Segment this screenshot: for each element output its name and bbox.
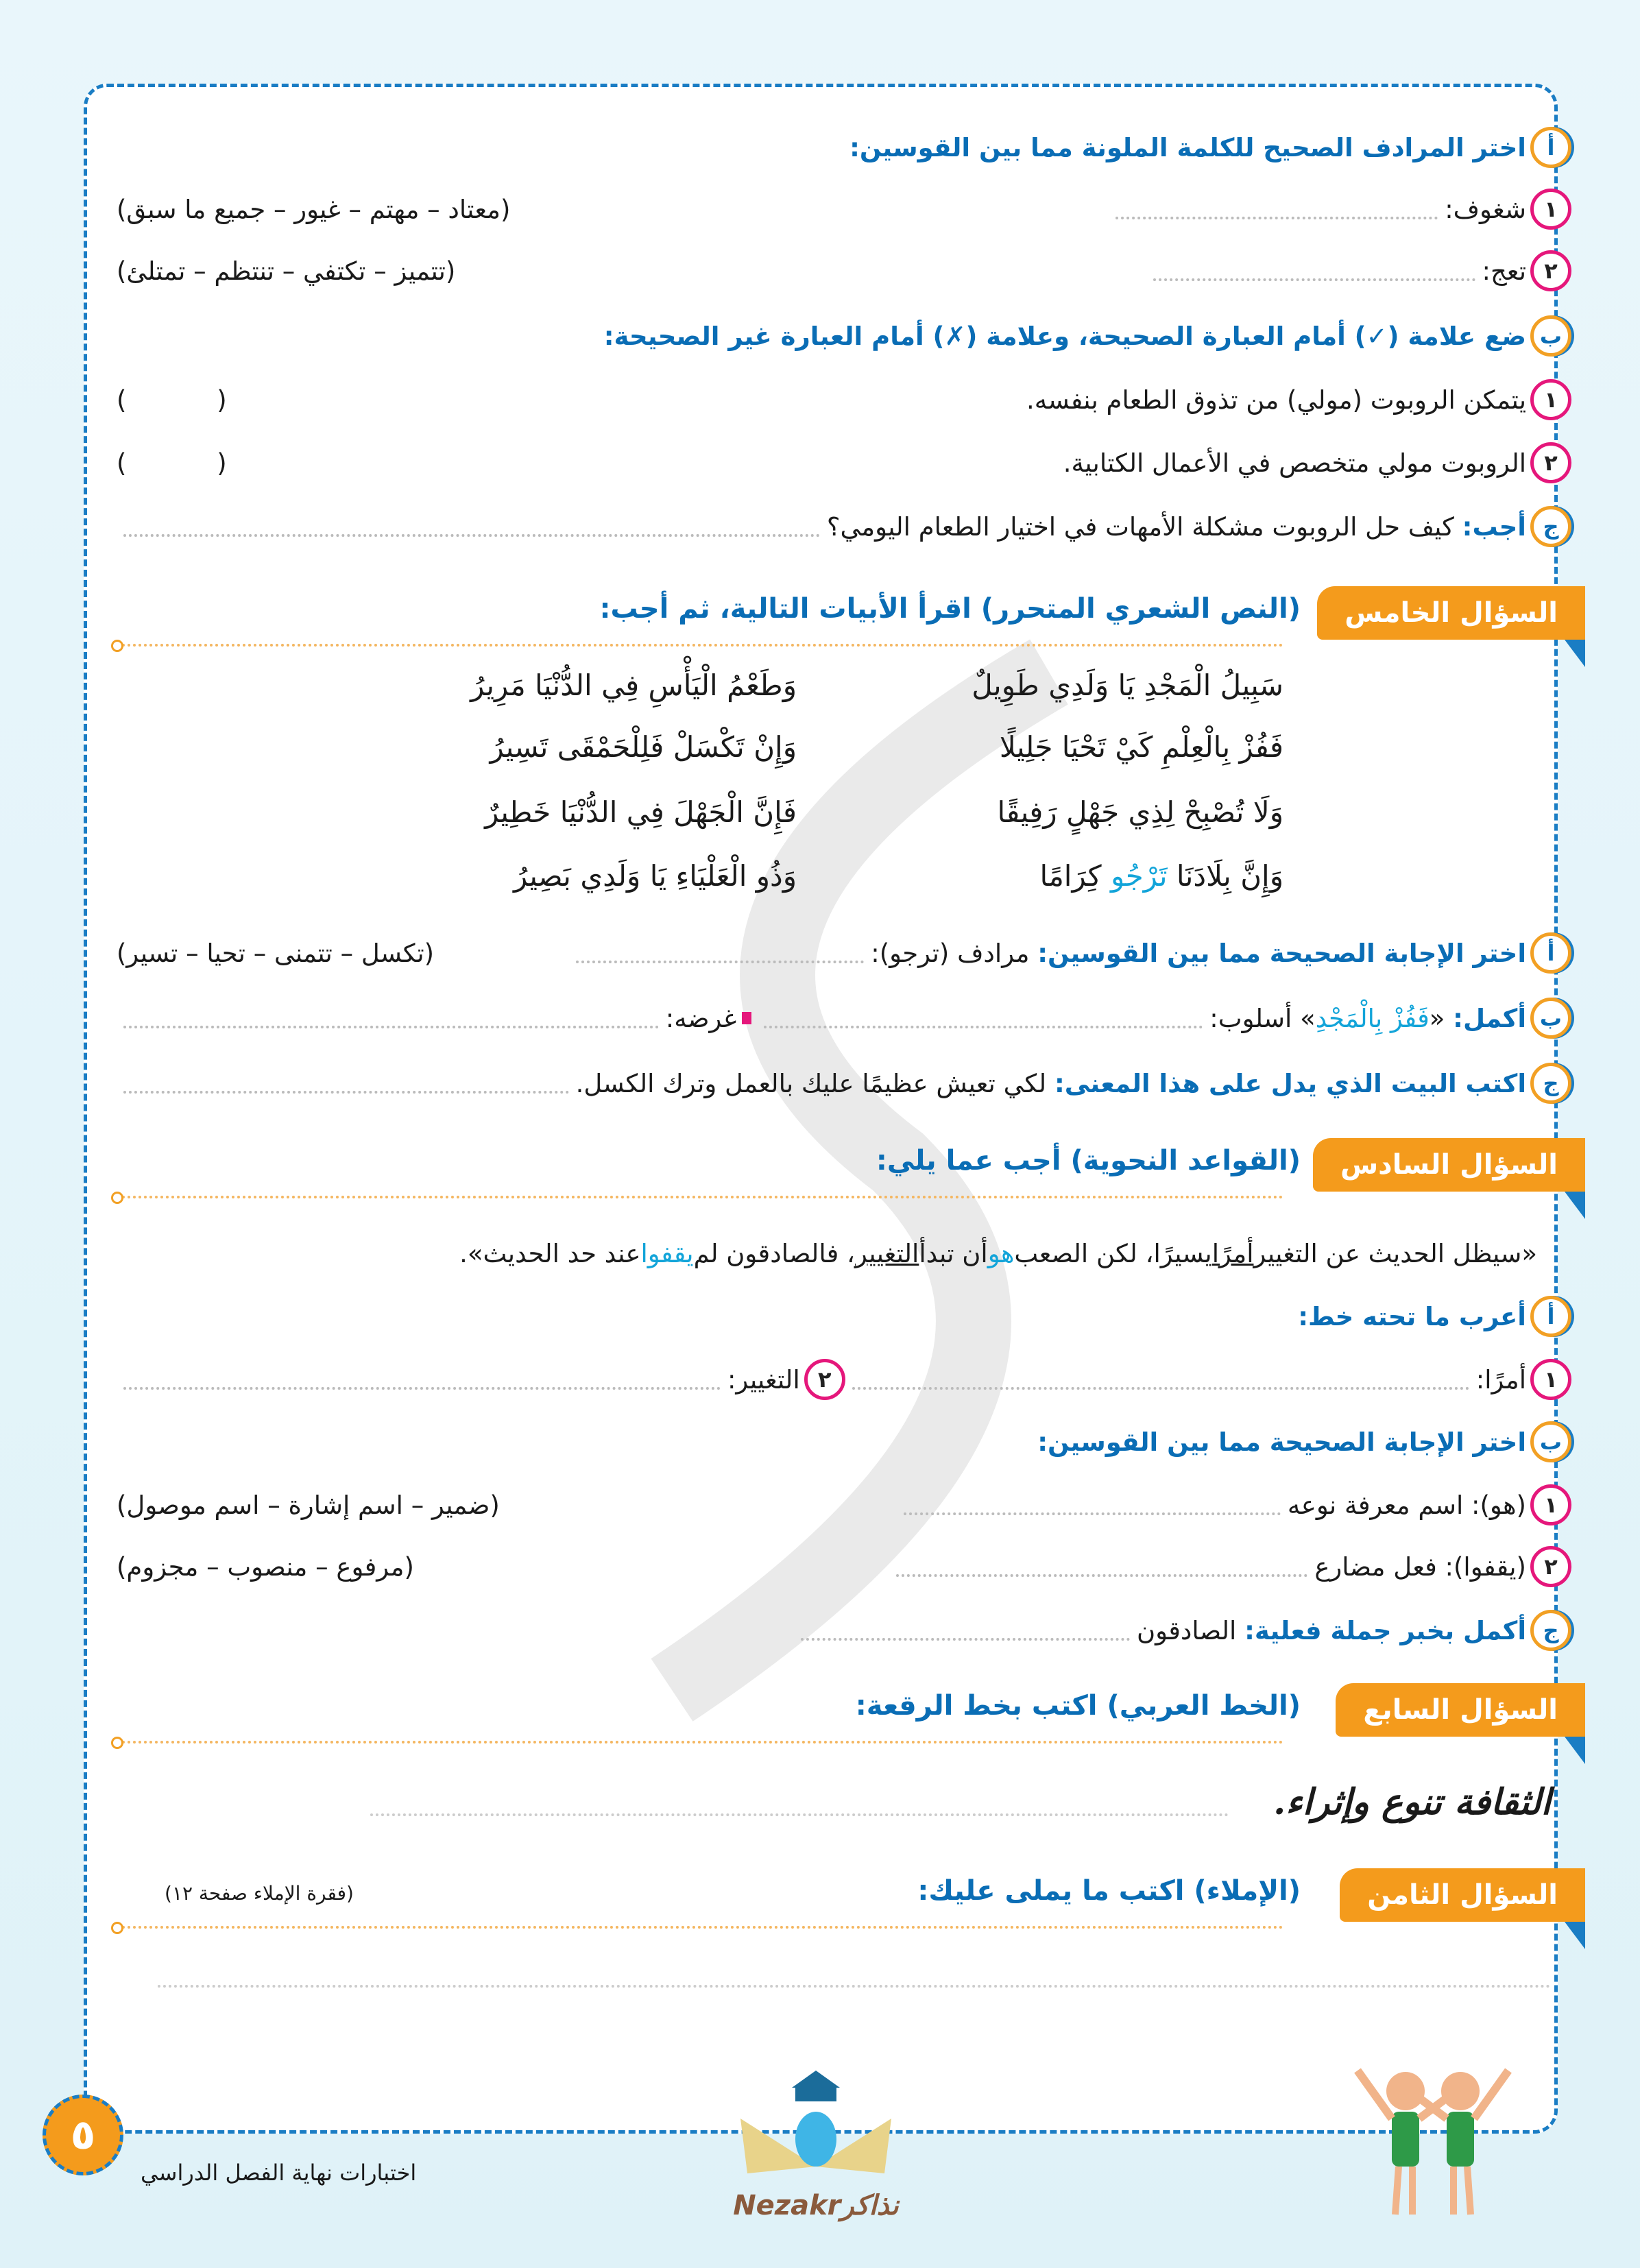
number-badge: ٢	[1530, 442, 1571, 483]
answer-line[interactable]	[123, 1369, 721, 1390]
question: (هو): اسم معرفة نوعه	[1287, 1490, 1526, 1520]
number-badge: ١	[1530, 1484, 1571, 1525]
answer-line[interactable]	[896, 1556, 1307, 1577]
verse-second: وَطَعْمُ الْيَأْسِ فِي الدُّنْيَا مَرِيرُ	[470, 668, 797, 702]
verse-first: فَفُزْ بِالْعِلْمِ كَيْ تَحْيَا جَلِيلًا	[999, 730, 1283, 764]
answer-line[interactable]	[123, 1008, 659, 1028]
options: (ضمير – اسم إشارة – اسم موصول)	[117, 1490, 500, 1520]
choice-item	[117, 1543, 1571, 1591]
verse-part: كِرَامًا	[1039, 859, 1102, 893]
text: ، فالصادقون لم	[693, 1238, 855, 1268]
answer-line[interactable]	[576, 943, 864, 963]
label: اكتب البيت الذي يدل على هذا المعنى:	[1054, 1068, 1526, 1098]
highlighted-word: تَرْجُو	[1111, 859, 1168, 893]
q6-b-heading	[117, 1418, 1571, 1466]
verse-first	[1040, 859, 1283, 893]
bullet	[742, 1012, 751, 1024]
letter-badge: أ	[1530, 932, 1571, 974]
divider	[117, 644, 1283, 647]
q5-b	[117, 994, 1571, 1042]
logo-text-ar: نذاكر	[841, 2190, 899, 2221]
options: (تتميز – تكتفي – تنتظم – تمتلئ)	[117, 256, 456, 286]
q8-banner	[117, 1868, 1571, 1930]
letter-badge: ج	[1530, 1063, 1571, 1104]
series-title: اختبارات نهاية الفصل الدراسي	[141, 2160, 417, 2186]
number-badge: ٢	[1530, 1546, 1571, 1587]
text: عند حد الحديث».	[459, 1238, 641, 1268]
grammar-sentence	[117, 1229, 1537, 1277]
writing-line[interactable]	[158, 1985, 1551, 1988]
question-tab: السؤال الثامن	[1340, 1868, 1585, 1922]
divider	[117, 1926, 1283, 1929]
answer-line[interactable]	[801, 1620, 1130, 1641]
q5-a	[117, 929, 1571, 977]
question-title: (الإملاء) اكتب ما يملى عليك:	[917, 1875, 1301, 1907]
tab-fold	[1565, 1192, 1585, 1219]
letter-badge: ب	[1530, 998, 1571, 1039]
letter-badge: ب	[1530, 1421, 1571, 1462]
number-badge: ١	[1530, 1359, 1571, 1400]
writing-line[interactable]	[370, 1813, 1229, 1816]
question-title: (الخط العربي) اكتب بخط الرقعة:	[855, 1690, 1301, 1722]
statement: الروبوت مولي متخصص في الأعمال الكتابية.	[1063, 448, 1526, 478]
choice-item	[117, 1481, 1571, 1529]
highlighted-word: هو	[987, 1238, 1015, 1268]
parse-items	[117, 1355, 1571, 1403]
true-false-item	[117, 439, 1571, 487]
letter-badge: ج	[1530, 506, 1571, 547]
options: (مرفوع – منصوب – مجزوم)	[117, 1552, 414, 1582]
instruction: ضع علامة (✓) أمام العبارة الصحيحة، وعلامة (✗) أمام العبارة غير الصحيحة:	[603, 321, 1526, 351]
answer-line[interactable]	[904, 1495, 1281, 1515]
q5-c	[117, 1059, 1571, 1107]
q6-c	[117, 1606, 1571, 1654]
logo-text-en: Nezakr	[733, 2190, 841, 2221]
underlined-word: أمرًا	[1211, 1238, 1254, 1268]
answer-line[interactable]	[123, 516, 820, 537]
dictation-note: (فقرة الإملاء صفحة ١٢)	[165, 1882, 354, 1905]
verse-part: وَإِنَّ بِلَادَنَا	[1176, 859, 1283, 893]
letter-badge: ج	[1530, 1610, 1571, 1651]
answer-line[interactable]	[852, 1369, 1469, 1390]
question-title: (النص الشعري المتحرر) اقرأ الأبيات التالية، ثم أجب:	[599, 593, 1301, 625]
question-tab: السؤال السادس	[1313, 1138, 1585, 1192]
text: يسيرًا، لكن الصعب	[1014, 1238, 1212, 1268]
quote-mark: »	[1300, 1003, 1316, 1033]
word: تعج:	[1482, 256, 1526, 286]
calligraphy-sample: الثقافة تنوع وإثراء.	[1273, 1781, 1551, 1823]
options: (معتاد – مهتم – غيور – جميع ما سبق)	[117, 194, 511, 224]
q6-a-heading	[117, 1292, 1571, 1340]
tab-fold	[1565, 1737, 1585, 1764]
q4-c	[117, 503, 1571, 551]
answer-parens[interactable]: ( )	[117, 385, 268, 415]
style-label: أسلوب:	[1209, 1003, 1292, 1033]
quote-mark: «	[1429, 1003, 1445, 1033]
answer-parens[interactable]: ( )	[117, 448, 268, 478]
letter-badge: أ	[1530, 127, 1571, 168]
quoted-phrase: فَفُزْ بِالْمَجْدِ	[1315, 1003, 1430, 1033]
page-number: ٥	[43, 2095, 123, 2175]
word: شغوف:	[1445, 194, 1526, 224]
answer-line[interactable]	[1153, 261, 1475, 281]
number-badge: ١	[1530, 189, 1571, 230]
label: اختر الإجابة الصحيحة مما بين القوسين:	[1037, 1427, 1526, 1457]
verse-second: فَإِنَّ الْجَهْلَ فِي الدُّنْيَا خَطِيرٌ	[485, 795, 797, 829]
tab-fold	[1565, 1922, 1585, 1949]
number-badge: ٢	[1530, 250, 1571, 291]
text: أن تبدأ	[919, 1238, 988, 1268]
divider	[117, 1741, 1283, 1744]
question: (يقفوا): فعل مضارع	[1314, 1552, 1526, 1582]
word: التغيير:	[727, 1364, 800, 1395]
purpose-label: غرضه:	[665, 1003, 737, 1033]
verse-first: وَلَا تُصْبِحْ لِذِي جَهْلٍ رَفِيقًا	[997, 795, 1283, 829]
question: كيف حل الروبوت مشكلة الأمهات في اختيار الطعام اليومي؟	[826, 511, 1454, 542]
label: أجب:	[1462, 511, 1526, 542]
number-badge: ٢	[804, 1359, 845, 1400]
q5-banner	[117, 586, 1571, 648]
nezakr-logo	[720, 2071, 912, 2235]
divider	[117, 1196, 1283, 1198]
q6-banner	[117, 1138, 1571, 1200]
number-badge: ١	[1530, 379, 1571, 420]
question: مرادف (ترجو):	[871, 938, 1030, 968]
label: اختر الإجابة الصحيحة مما بين القوسين:	[1037, 938, 1526, 968]
synonym-item	[117, 185, 1571, 233]
instruction: اختر المرادف الصحيح للكلمة الملونة مما بين القوسين:	[849, 132, 1526, 162]
letter-badge: أ	[1530, 1296, 1571, 1337]
word: أمرًا:	[1475, 1364, 1526, 1395]
kids-illustration	[1344, 2057, 1522, 2221]
tab-fold	[1565, 640, 1585, 667]
synonym-item	[117, 247, 1571, 295]
answer-line[interactable]	[123, 1073, 569, 1094]
meaning: لكي تعيش عظيمًا عليك بالعمل وترك الكسل.	[575, 1068, 1047, 1098]
statement: يتمكن الروبوت (مولي) من تذوق الطعام بنفسه.	[1026, 385, 1526, 415]
question-tab: السؤال السابع	[1336, 1683, 1585, 1737]
question-tab: السؤال الخامس	[1317, 586, 1585, 640]
question-title: (القواعد النحوية) أجب عما يلي:	[876, 1145, 1301, 1177]
q4-a-heading	[117, 123, 1571, 171]
label: أكمل بخبر جملة فعلية:	[1244, 1615, 1526, 1645]
verse-first: سَبِيلُ الْمَجْدِ يَا وَلَدِي طَوِيلٌ	[972, 668, 1283, 702]
highlighted-word: يقفوا	[640, 1238, 694, 1268]
letter-badge: ب	[1530, 315, 1571, 357]
q4-b-heading	[117, 312, 1571, 360]
book-cap-icon	[720, 2071, 912, 2187]
options: (تكسل – تتمنى – تحيا – تسير)	[117, 938, 435, 968]
text: «سيظل الحديث عن التغيير	[1253, 1238, 1537, 1268]
subject: الصادقون	[1136, 1615, 1237, 1645]
answer-line[interactable]	[764, 1008, 1203, 1028]
true-false-item	[117, 376, 1571, 424]
q7-banner	[117, 1683, 1571, 1745]
label: أعرب ما تحته خط:	[1298, 1301, 1526, 1331]
verse-second: وَذُو الْعَلْيَاءِ يَا وَلَدِي بَصِيرُ	[514, 859, 797, 893]
answer-line[interactable]	[1116, 199, 1438, 219]
verse-second: وَإِنْ تَكْسَلْ فَلِلْحَمْقَى تَسِيرُ	[490, 730, 797, 764]
label: أكمل:	[1453, 1003, 1526, 1033]
underlined-word: التغيير	[855, 1238, 919, 1268]
